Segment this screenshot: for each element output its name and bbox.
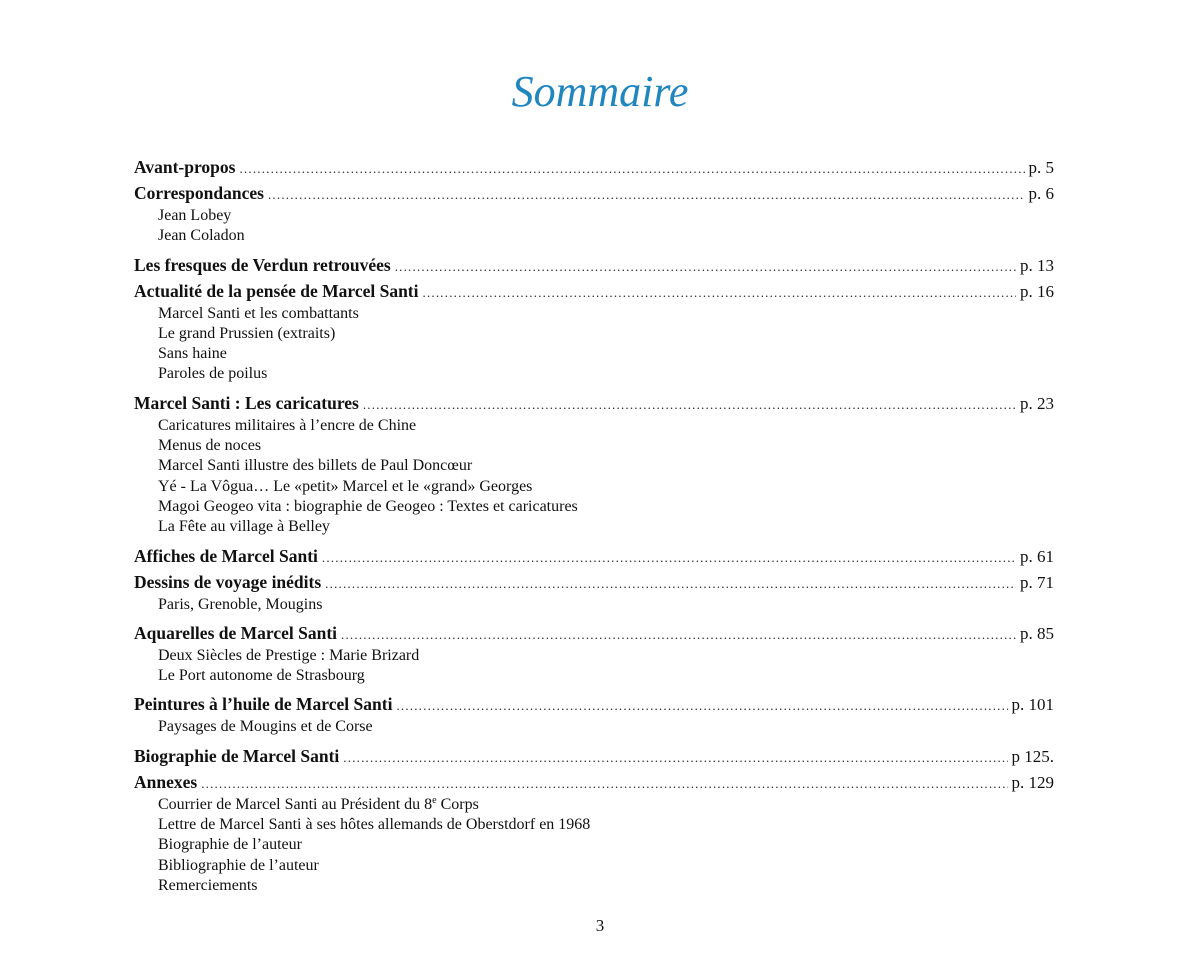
section-title: Peintures à l’huile de Marcel Santi	[134, 694, 393, 715]
toc-entry	[134, 769, 1054, 795]
dot-leader	[268, 182, 1025, 208]
toc-subitem: Le grand Prussien (extraits)	[158, 324, 336, 342]
section-title: Marcel Santi : Les caricatures	[134, 392, 359, 413]
toc-entry	[134, 691, 1054, 717]
dot-leader	[396, 693, 1007, 719]
section-page: p. 101	[1011, 695, 1054, 715]
dot-leader	[322, 545, 1016, 571]
toc-entry	[134, 180, 1054, 206]
section-page: p. 61	[1020, 546, 1054, 566]
toc-entry	[134, 569, 1054, 595]
toc-subitem: Jean Coladon	[158, 227, 245, 245]
dot-leader	[239, 156, 1024, 182]
table-of-contents	[134, 154, 1054, 901]
toc-subitem: Menus de noces	[158, 437, 262, 455]
section-title: Dessins de voyage inédits	[134, 571, 322, 592]
section-title: Biographie de Marcel Santi	[134, 745, 340, 766]
toc-subitem: Jean Lobey	[158, 207, 232, 224]
toc-entry	[134, 278, 1054, 304]
toc-subitem: Le Port autonome de Strasbourg	[158, 667, 365, 685]
toc-subitem: Magoi Geogeo vita : biographie de Geogeo : Textes et caricatures	[158, 497, 578, 515]
section-page: p. 6	[1028, 184, 1054, 203]
toc-entry	[134, 620, 1054, 646]
section-page: p. 16	[1020, 281, 1054, 301]
section-title: Annexes	[134, 771, 198, 792]
dot-leader	[395, 254, 1016, 280]
toc-subitem: Paris, Grenoble, Mougins	[158, 595, 323, 613]
dot-leader	[423, 280, 1017, 306]
dot-leader	[201, 771, 1007, 797]
page-title: Sommaire	[511, 67, 689, 116]
section-title: Avant-propos	[134, 157, 236, 177]
section-page: p. 5	[1028, 158, 1054, 177]
dot-leader	[341, 622, 1016, 648]
page-number: 3	[595, 916, 605, 935]
toc-subitem: Courrier de Marcel Santi au Président du 8e Corps	[158, 794, 479, 813]
section-page: p. 129	[1011, 772, 1054, 792]
section-page: p. 23	[1020, 393, 1054, 413]
toc-entry	[134, 543, 1054, 569]
toc-subitem: Biographie de l’auteur	[158, 836, 302, 854]
toc-subitem: Bibliographie de l’auteur	[158, 856, 319, 874]
section-title: Affiches de Marcel Santi	[134, 545, 318, 566]
toc-subitem: Yé - La Vôgua… Le «petit» Marcel et le «grand» Georges	[158, 477, 533, 495]
section-title: Actualité de la pensée de Marcel Santi	[134, 280, 419, 301]
toc-subitem: Lettre de Marcel Santi à ses hôtes allemands de Oberstdorf en 1968	[158, 816, 591, 834]
toc-subitem: Marcel Santi illustre des billets de Paul Doncœur	[158, 457, 473, 475]
toc-subitem: Remerciements	[158, 876, 258, 894]
toc-subitem: Caricatures militaires à l’encre de Chine	[158, 416, 417, 434]
toc-subitem: La Fête au village à Belley	[158, 518, 330, 536]
dot-leader	[343, 745, 1007, 771]
section-page: p. 71	[1020, 572, 1054, 592]
dot-leader	[325, 571, 1016, 597]
toc-subitem: Deux Siècles de Prestige : Marie Brizard	[158, 646, 420, 664]
section-title: Correspondances	[134, 183, 264, 203]
toc-entry	[134, 252, 1054, 278]
toc-subitem: Marcel Santi et les combattants	[158, 304, 359, 322]
toc-entry	[134, 154, 1054, 180]
dot-leader	[363, 392, 1016, 418]
section-title: Les fresques de Verdun retrouvées	[134, 254, 391, 275]
toc-subitem: Paysages de Mougins et de Corse	[158, 718, 373, 736]
section-page: p 125.	[1011, 746, 1054, 766]
toc-entry	[134, 743, 1054, 769]
section-page: p. 85	[1020, 623, 1054, 643]
toc-entry	[134, 390, 1054, 416]
toc-subitem: Sans haine	[158, 345, 227, 363]
section-page: p. 13	[1020, 255, 1054, 275]
section-title: Aquarelles de Marcel Santi	[134, 622, 338, 643]
toc-subitem: Paroles de poilus	[158, 365, 268, 383]
